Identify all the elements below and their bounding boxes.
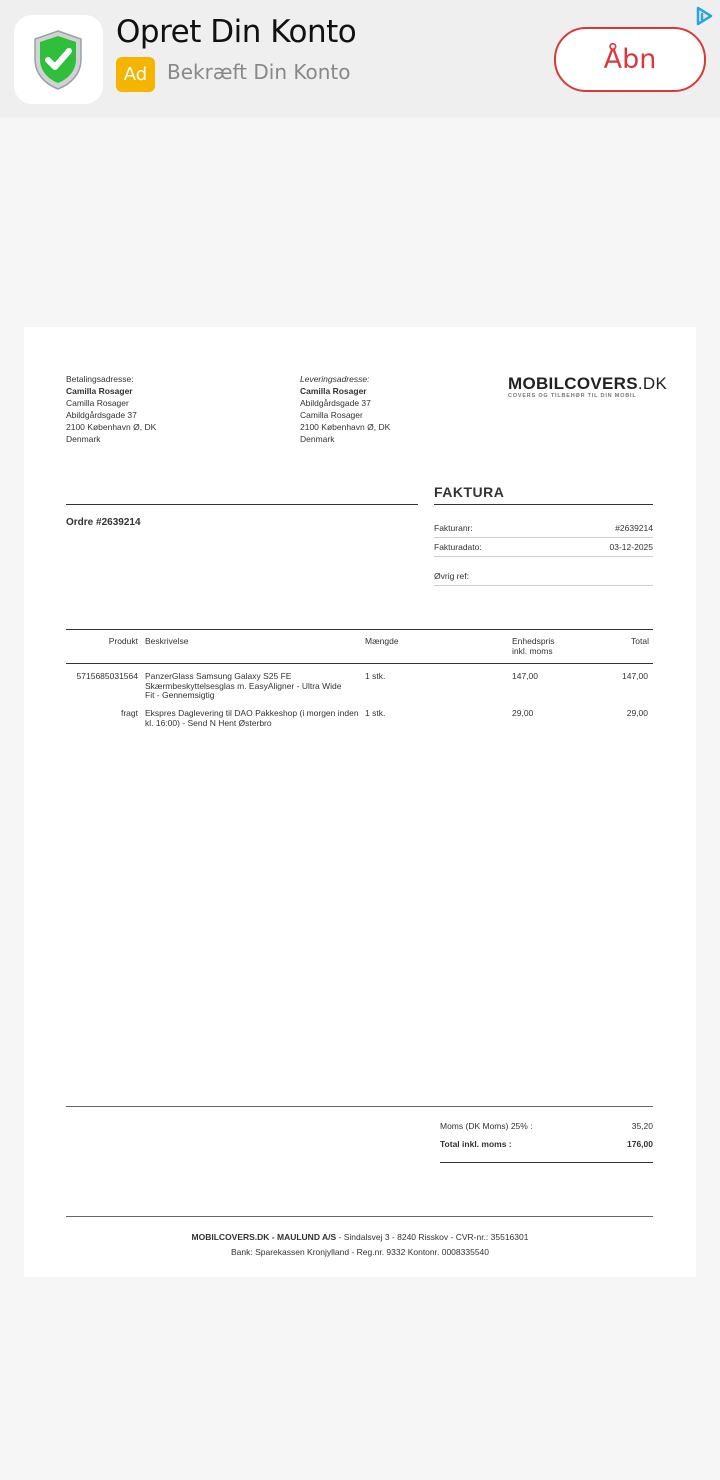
vat-label: Moms (DK Moms) 25% : bbox=[440, 1121, 533, 1131]
table-cell-description: PanzerGlass Samsung Galaxy S25 FE Skærmbeskyttelsesglas m. EasyAligner - Ultra Wide Fit - Gennemsigtig bbox=[145, 671, 342, 700]
invoice-sheet bbox=[24, 327, 696, 1277]
ad-badge: Ad bbox=[116, 57, 155, 92]
table-cell-unit-price: 147,00 bbox=[512, 671, 538, 681]
total-value: 176,00 bbox=[627, 1139, 653, 1149]
billing-line: Camilla Rosager bbox=[66, 398, 129, 408]
ad-banner[interactable] bbox=[0, 0, 720, 118]
shipping-name: Camilla Rosager bbox=[300, 386, 367, 396]
divider bbox=[434, 585, 653, 586]
billing-line: 2100 København Ø, DK bbox=[66, 422, 157, 432]
footer-company-line: MOBILCOVERS.DK - MAULUND A/S - Sindalsvej 3 - 8240 Risskov - CVR-nr.: 35516301 bbox=[191, 1232, 529, 1242]
divider bbox=[434, 556, 653, 557]
vat-value: 35,20 bbox=[631, 1121, 653, 1131]
table-cell-total: 29,00 bbox=[626, 708, 648, 718]
invoice-number-value: #2639214 bbox=[615, 523, 653, 533]
total-underline bbox=[440, 1162, 653, 1163]
totals-rule bbox=[66, 1106, 653, 1107]
column-header-total: Total bbox=[631, 636, 649, 646]
divider bbox=[434, 504, 653, 505]
column-header-description: Beskrivelse bbox=[145, 636, 189, 646]
column-header-unit-price: Enhedspris inkl. moms bbox=[512, 636, 555, 656]
billing-line: Abildgårdsgade 37 bbox=[66, 410, 137, 420]
total-label: Total inkl. moms : bbox=[440, 1139, 512, 1149]
divider bbox=[66, 504, 418, 505]
company-logo: MOBILCOVERS.DK bbox=[508, 374, 668, 393]
billing-address bbox=[66, 373, 156, 445]
column-header-quantity: Mængde bbox=[365, 636, 399, 646]
billing-heading: Betalingsadresse: bbox=[66, 374, 134, 384]
footer-rule bbox=[66, 1216, 653, 1217]
app-icon[interactable] bbox=[14, 15, 103, 104]
order-number: Ordre #2639214 bbox=[66, 517, 141, 528]
invoice-number-label: Fakturanr: bbox=[434, 523, 473, 533]
invoice-title: FAKTURA bbox=[434, 484, 505, 500]
shipping-heading: Leveringsadresse: bbox=[300, 374, 370, 384]
shipping-line: 2100 København Ø, DK bbox=[300, 422, 391, 432]
shield-check-icon bbox=[31, 29, 85, 91]
table-top-rule bbox=[66, 629, 653, 630]
shipping-line: Abildgårdsgade 37 bbox=[300, 398, 371, 408]
table-cell-total: 147,00 bbox=[622, 671, 648, 681]
table-cell-quantity: 1 stk. bbox=[365, 671, 386, 681]
billing-line: Denmark bbox=[66, 434, 101, 444]
ad-title[interactable]: Opret Din Konto bbox=[116, 14, 357, 50]
company-tagline: COVERS OG TILBEHØR TIL DIN MOBIL bbox=[508, 393, 637, 399]
shipping-line: Camilla Rosager bbox=[300, 410, 363, 420]
table-cell-product: fragt bbox=[120, 708, 138, 718]
table-cell-quantity: 1 stk. bbox=[365, 708, 386, 718]
footer-bank-line: Bank: Sparekassen Kronjylland - Reg.nr. 9332 Kontonr. 0008335540 bbox=[230, 1247, 489, 1257]
ad-choices-icon[interactable] bbox=[693, 5, 715, 27]
table-cell-unit-price: 29,00 bbox=[512, 708, 534, 718]
invoice-date-label: Fakturadato: bbox=[434, 542, 482, 552]
billing-name: Camilla Rosager bbox=[66, 386, 133, 396]
column-header-product: Produkt bbox=[108, 636, 138, 646]
open-button[interactable]: Åbn bbox=[554, 27, 706, 92]
other-ref-label: Øvrig ref: bbox=[434, 571, 469, 581]
table-cell-description: Ekspres Daglevering til DAO Pakkeshop (i morgen inden kl. 16:00) - Send N Hent Østerbro bbox=[145, 708, 359, 728]
table-cell-product: 5715685031564 bbox=[76, 671, 138, 681]
divider bbox=[434, 537, 653, 538]
ad-subtitle: Bekræft Din Konto bbox=[167, 60, 351, 84]
table-header-rule bbox=[66, 663, 653, 664]
invoice-date-value: 03-12-2025 bbox=[609, 542, 653, 552]
shipping-line: Denmark bbox=[300, 434, 335, 444]
shipping-address bbox=[300, 373, 390, 445]
